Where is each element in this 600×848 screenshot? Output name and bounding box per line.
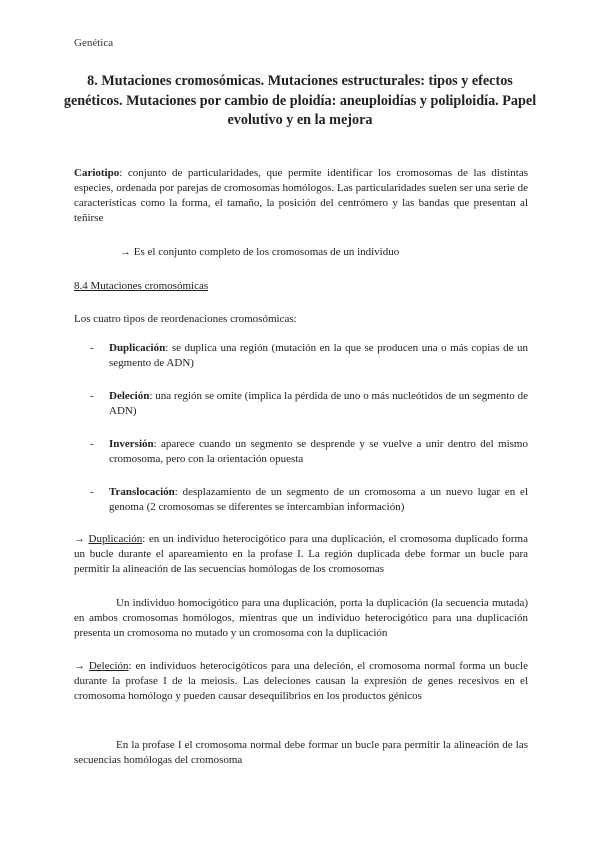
list-item-translocacion — [90, 485, 528, 515]
delecion-paragraph — [74, 659, 528, 704]
delecion-text: : en individuos heterocigóticos para una deleción, el cromosoma normal forma un bucle durante la profase I de la meiosis. Las deleciones causan la expresión de genes recesivos en el cromosoma homólogo y pueden causar desequilibrios en los productos génicos — [74, 660, 528, 702]
type-term: Translocación — [109, 486, 175, 498]
type-description: : aparece cuando un segmento se desprende y se vuelve a unir dentro del mismo cromosoma, pero con la orientación opuesta — [109, 438, 528, 465]
list-item-inversion — [90, 437, 528, 467]
type-term: Duplicación — [109, 342, 166, 354]
list-item-delecion — [90, 389, 528, 419]
type-description: : desplazamiento de un segmento de un cromosoma a un nuevo lugar en el genoma (2 cromosomas se diferentes se intercambian información) — [109, 486, 528, 513]
duplicacion-term: Duplicación — [88, 533, 143, 545]
page-title: 8. Mutaciones cromosómicas. Mutaciones estructurales: tipos y efectos genéticos. Mutaciones por cambio de ploidía: aneuploidías y poliploidía. Papel evolutivo y en la mejora — [63, 73, 537, 128]
list-item-duplicacion — [90, 341, 528, 371]
type-description: : una región se omite (implica la pérdida de uno o más nucleótidos de un segmento de ADN) — [109, 390, 528, 417]
bullet-dash: - — [90, 390, 94, 402]
cariotipo-note: → Es el conjunto completo de los cromosomas de un individuo — [120, 246, 400, 258]
bullet-dash: - — [90, 438, 94, 450]
type-term: Deleción — [109, 390, 150, 402]
duplicacion-paragraph-2: Un individuo homocigótico para una duplicación, porta la duplicación (la secuencia mutada) en ambos cromosomas homólogos, mientras que un individuo heterocigótico para una duplicación presenta un cromosoma no mutado y un cromosoma con la duplicación — [74, 597, 528, 639]
delecion-paragraph-2: En la profase I el cromosoma normal debe formar un bucle para permitir la alineación de las secuencias homólogas del cromosoma — [74, 739, 528, 766]
bullet-dash: - — [90, 486, 94, 498]
arrow-marker: → — [74, 533, 89, 545]
running-header: Genética — [74, 37, 114, 49]
type-term: Inversión — [109, 438, 154, 450]
cariotipo-definition: : conjunto de particularidades, que permite identificar los cromosomas de las distintas especies, ordenada por parejas de cromosomas homólogos. Las particularidades suelen ser una serie de características como la forma, el tamaño, la posición del centrómero y las bandas que presentan al teñirse — [74, 167, 528, 224]
duplicacion-text: : en un individuo heterocigótico para una duplicación, el cromosoma duplicado forma un bucle durante el apareamiento en la profase I. La región duplicada debe formar un bucle para permitir la alineación de las secuencias homólogas de los cromosomas — [74, 533, 528, 575]
arrow-marker: → — [74, 660, 89, 672]
duplicacion-paragraph — [74, 532, 528, 577]
cariotipo-term: Cariotipo — [74, 167, 120, 179]
bullet-dash: - — [90, 342, 94, 354]
cariotipo-paragraph — [74, 166, 528, 226]
delecion-term: Deleción — [88, 660, 129, 672]
intro-paragraph: Los cuatro tipos de reordenaciones cromosómicas: — [74, 313, 297, 325]
type-description: : se duplica una región (mutación en la que se producen una o más copias de un segmento de ADN) — [109, 342, 528, 369]
section-heading: 8.4 Mutaciones cromosómicas — [74, 280, 209, 292]
